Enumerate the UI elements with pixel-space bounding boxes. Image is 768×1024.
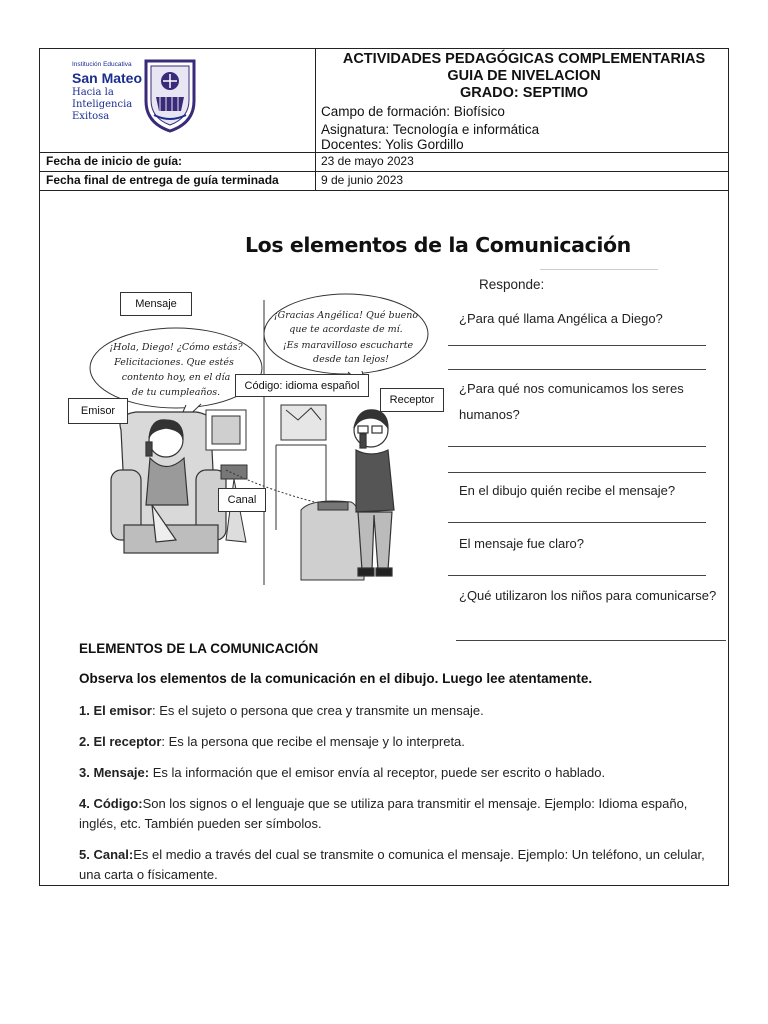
receptor-room — [276, 405, 364, 580]
school-shield-icon — [142, 57, 198, 133]
header-underline — [540, 269, 658, 270]
bubble-right-line-3: ¡Es maravilloso escucharte — [282, 340, 414, 351]
bubble-left-line-4: de tu cumpleaños. — [131, 387, 221, 398]
school-logo — [68, 55, 308, 147]
label-emisor: Emisor — [68, 398, 128, 424]
label-codigo: Código: idioma español — [235, 374, 369, 397]
bubble-left-line-3: contento hoy, en el día — [121, 372, 231, 383]
bubble-right-line-4: desde tan lejos! — [313, 354, 389, 365]
bubble-right-line-2: que te acordaste de mí. — [289, 324, 403, 335]
answer-line-1b[interactable] — [448, 369, 706, 370]
element-item-5: 5. Canal:Es el medio a través del cual se transmite o comunica el mensaje. Ejemplo: Un teléfono, un celular, una carta o físicamente. — [79, 847, 705, 882]
question-1: ¿Para qué llama Angélica a Diego? — [459, 311, 663, 326]
questions-header: Responde: — [479, 277, 545, 292]
label-canal: Canal — [218, 488, 266, 512]
answer-line-2a[interactable] — [448, 446, 706, 447]
answer-line-1a[interactable] — [448, 345, 706, 346]
header-divider — [315, 49, 316, 191]
label-receptor: Receptor — [380, 388, 444, 412]
question-4: El mensaje fue claro? — [459, 536, 585, 551]
label-mensaje: Mensaje — [120, 292, 192, 316]
bubble-right-line-1: ¡Gracias Angélica! Qué bueno — [273, 310, 419, 321]
wall-picture — [206, 410, 246, 450]
question-3: En el dibujo quién recibe el mensaje? — [459, 483, 676, 498]
start-date-value: 23 de mayo 2023 — [321, 154, 414, 168]
answer-line-3[interactable] — [448, 522, 706, 523]
communication-drawing — [66, 280, 446, 590]
logo-motto-1: Hacia la — [72, 87, 114, 98]
logo-motto-2: Inteligencia — [72, 99, 133, 110]
communication-illustration — [66, 280, 446, 590]
question-5: ¿Qué utilizaron los niños para comunicarse? — [459, 588, 717, 603]
header-title-3: GRADO: SEPTIMO — [459, 85, 589, 101]
campo-formacion: Campo de formación: Biofísico — [321, 104, 505, 119]
element-item-2: 2. El receptor: Es la persona que recibe el mensaje y lo interpreta. — [79, 734, 465, 749]
header-title-2: GUIA DE NIVELACION — [447, 68, 601, 84]
element-item-4: 4. Código:Son los signos o el lenguaje que se utiliza para transmitir el mensaje. Ejemplo: Idioma españo, inglés, etc. También pueden ser símbolos. — [79, 796, 688, 831]
section-title: ELEMENTOS DE LA COMUNICACIÓN — [79, 641, 319, 656]
illustration-title: Los elementos de la Comunicación — [245, 233, 631, 257]
asignatura: Asignatura: Tecnología e informática — [321, 122, 540, 137]
end-date-label: Fecha final de entrega de guía terminada — [46, 173, 279, 187]
answer-line-4[interactable] — [448, 575, 706, 576]
answer-line-2b[interactable] — [448, 472, 706, 473]
question-2b: humanos? — [459, 407, 520, 422]
logo-motto-3: Exitosa — [72, 111, 110, 122]
header-title-1: ACTIVIDADES PEDAGÓGICAS COMPLEMENTARIAS — [342, 51, 706, 67]
bubble-left-line-2: Felicitaciones. Que estés — [114, 357, 234, 368]
element-item-1: 1. El emisor: Es el sujeto o persona que crea y transmite un mensaje. — [79, 703, 484, 718]
answer-line-5[interactable] — [456, 640, 726, 641]
end-date-value: 9 de junio 2023 — [321, 173, 404, 187]
section-instruction: Observa los elementos de la comunicación en el dibujo. Luego lee atentamente. — [79, 671, 593, 686]
start-date-label: Fecha de inicio de guía: — [46, 154, 183, 168]
docentes: Docentes: Yolis Gordillo — [321, 137, 464, 152]
bubble-left-line-1: ¡Hola, Diego! ¿Cómo estás? — [109, 342, 243, 353]
question-2a: ¿Para qué nos comunicamos los seres — [459, 381, 684, 396]
logo-institution-small: Institución Educativa — [72, 61, 132, 68]
element-item-3: 3. Mensaje: Es la información que el emisor envía al receptor, puede ser escrito o hablado. — [79, 765, 606, 780]
logo-institution-name: San Mateo — [72, 70, 143, 86]
